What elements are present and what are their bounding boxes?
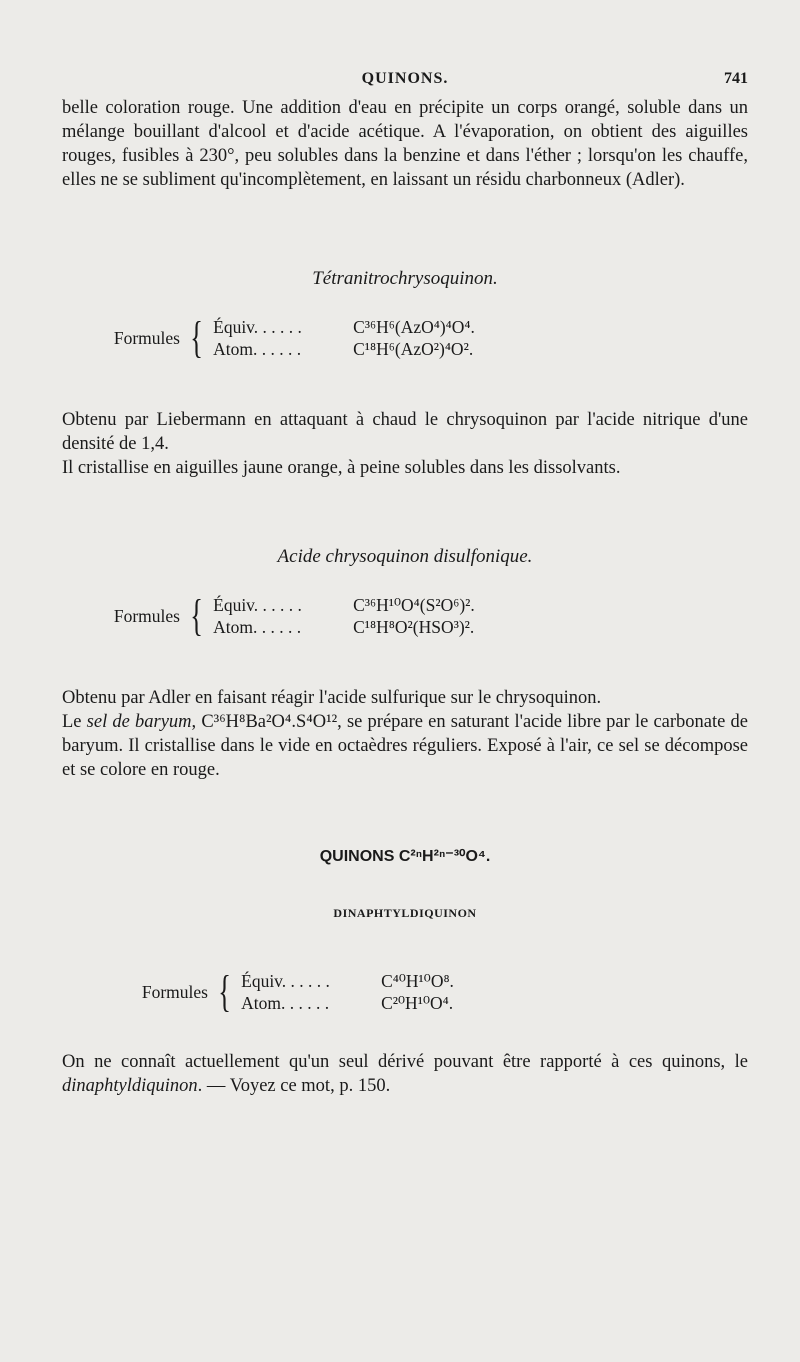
italic-term: dinaphtyldiquinon	[62, 1076, 198, 1096]
formulas-label: Formules	[141, 982, 208, 1002]
formula-block-1	[90, 313, 475, 362]
equiv-label: Équiv. . . . . .	[213, 317, 302, 337]
formulas-label: Formules	[113, 606, 180, 626]
formula-block-3	[118, 967, 454, 1016]
section1-paragraph-1: Obtenu par Liebermann en attaquant à chaud le chrysoquinon par l'acide nitrique d'une densité de 1,4.	[62, 410, 748, 454]
para-text: On ne connaît actuellement qu'un seul dérivé pouvant être rapporté à ces quinons, le	[62, 1052, 748, 1072]
section2-paragraph-2	[62, 710, 748, 782]
brace-icon: {	[218, 967, 231, 1016]
section-title-tetranitrochrysoquinon: Tétranitrochrysoquinon.	[312, 268, 498, 289]
running-title: QUINONS.	[361, 70, 449, 87]
brace-icon: {	[190, 591, 203, 640]
para-text: . — Voyez ce mot, p. 150.	[197, 1076, 391, 1096]
section-title-acide-disulfonique: Acide chrysoquinon disulfonique.	[277, 546, 533, 567]
equiv-label: Équiv. . . . . .	[241, 971, 330, 991]
subtitle-dinaphtyldiquinon: DINAPHTYLDIQUINON	[333, 906, 477, 920]
para-text: , C³⁶H⁸Ba²O⁴.S⁴O¹², se prépare en saturant l'acide libre par le carbonate de baryum. Il cristallise dans le vide en octaèdres réguliers. Exposé à l'air, ce sel se décompose et se colore en rouge.	[62, 712, 748, 780]
equiv-formula: C³⁶H⁶(AzO⁴)⁴O⁴.	[353, 317, 475, 337]
section3-paragraph	[62, 1050, 748, 1098]
atom-label: Atom. . . . . .	[213, 339, 302, 359]
equiv-formula: C⁴⁰H¹⁰O⁸.	[381, 971, 454, 991]
formulas-label: Formules	[113, 328, 180, 348]
para-text: Le	[62, 712, 87, 732]
equiv-label: Équiv. . . . . .	[213, 595, 302, 615]
atom-label: Atom. . . . . .	[213, 617, 302, 637]
section2-paragraph-1: Obtenu par Adler en faisant réagir l'acide sulfurique sur le chrysoquinon.	[62, 688, 602, 708]
atom-formula: C²⁰H¹⁰O⁴.	[381, 993, 454, 1013]
brace-icon: {	[190, 313, 203, 362]
section1-paragraph-2: Il cristallise en aiguilles jaune orange, à peine solubles dans les dissolvants.	[62, 458, 621, 478]
atom-formula: C¹⁸H⁶(AzO²)⁴O².	[353, 339, 474, 359]
intro-paragraph: belle coloration rouge. Une addition d'eau en précipite un corps orangé, soluble dans un mélange bouillant d'alcool et d'acide acétique. A l'évaporation, on obtient des aiguilles rouges, fusibles à 230°, peu solubles dans la benzine et dans l'éther ; lorsqu'on les chauffe, elles ne se subliment qu'incomplètement, en laissant un résidu charbonneux (Adler).	[62, 98, 748, 190]
atom-label: Atom. . . . . .	[241, 993, 330, 1013]
group-heading-quinons: QUINONS C²ⁿH²ⁿ⁻³⁰O⁴.	[319, 848, 491, 865]
equiv-formula: C³⁶H¹⁰O⁴(S²O⁶)².	[353, 595, 475, 615]
atom-formula: C¹⁸H⁸O²(HSO³)².	[353, 617, 475, 637]
formula-block-2	[90, 591, 475, 640]
italic-term: sel de baryum	[86, 712, 192, 732]
page-number: 741	[724, 70, 748, 87]
running-head	[62, 70, 748, 92]
